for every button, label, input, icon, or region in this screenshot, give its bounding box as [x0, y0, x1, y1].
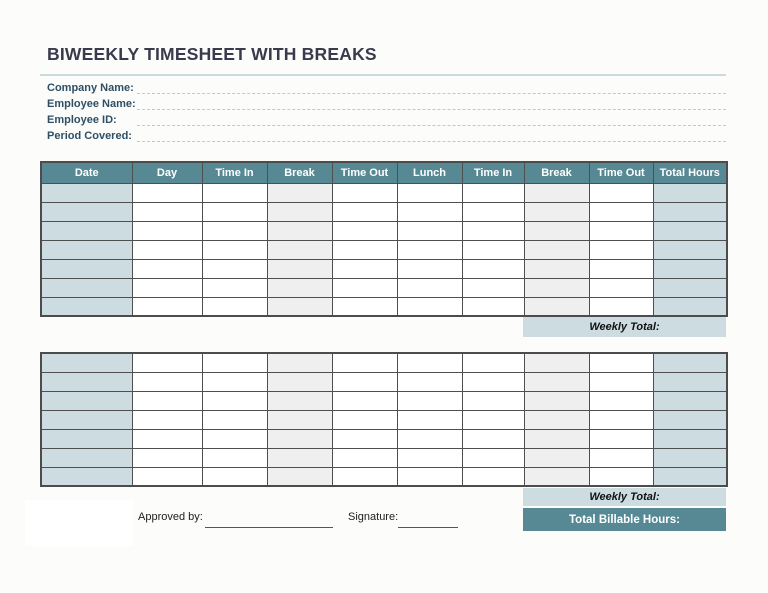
form-row-period [47, 130, 726, 144]
timesheet-cell[interactable] [132, 410, 202, 429]
timesheet-cell[interactable] [332, 221, 397, 240]
timesheet-cell[interactable] [41, 259, 132, 278]
timesheet-cell[interactable] [524, 467, 589, 486]
timesheet-cell[interactable] [267, 183, 332, 202]
timesheet-cell[interactable] [589, 467, 653, 486]
timesheet-cell[interactable] [267, 391, 332, 410]
timesheet-row [41, 297, 727, 316]
header-time-in-1: Time In [202, 162, 267, 183]
timesheet-cell[interactable] [653, 278, 727, 297]
header-date: Date [41, 162, 132, 183]
timesheet-cell[interactable] [267, 221, 332, 240]
timesheet-cell[interactable] [397, 240, 462, 259]
timesheet-cell[interactable] [397, 467, 462, 486]
timesheet-cell[interactable] [41, 467, 132, 486]
timesheet-cell[interactable] [132, 221, 202, 240]
timesheet-cell[interactable] [462, 259, 524, 278]
timesheet-cell[interactable] [332, 467, 397, 486]
timesheet-row [41, 221, 727, 240]
timesheet-cell[interactable] [132, 353, 202, 372]
timesheet-cell[interactable] [202, 183, 267, 202]
timesheet-cell[interactable] [41, 448, 132, 467]
timesheet-cell[interactable] [397, 297, 462, 316]
timesheet-cell[interactable] [397, 221, 462, 240]
timesheet-cell[interactable] [524, 391, 589, 410]
timesheet-cell[interactable] [524, 221, 589, 240]
timesheet-row [41, 372, 727, 391]
timesheet-cell[interactable] [524, 297, 589, 316]
timesheet-cell[interactable] [267, 297, 332, 316]
timesheet-cell[interactable] [132, 448, 202, 467]
weekly-total-week2 [523, 488, 726, 506]
timesheet-cell[interactable] [589, 221, 653, 240]
timesheet-cell[interactable] [462, 429, 524, 448]
timesheet-cell[interactable] [41, 391, 132, 410]
timesheet-cell[interactable] [202, 429, 267, 448]
employee-id-field[interactable] [137, 125, 726, 126]
timesheet-cell[interactable] [202, 391, 267, 410]
timesheet-row [41, 429, 727, 448]
timesheet-cell[interactable] [589, 410, 653, 429]
timesheet-cell[interactable] [653, 391, 727, 410]
timesheet-cell[interactable] [41, 372, 132, 391]
timesheet-cell[interactable] [653, 202, 727, 221]
timesheet-cell[interactable] [41, 278, 132, 297]
timesheet-cell[interactable] [132, 429, 202, 448]
timesheet-cell[interactable] [332, 410, 397, 429]
header-time-out-2: Time Out [589, 162, 653, 183]
timesheet-cell[interactable] [462, 221, 524, 240]
title-divider [40, 74, 726, 76]
timesheet-cell[interactable] [267, 448, 332, 467]
timesheet-cell[interactable] [462, 410, 524, 429]
form-row-employee [47, 98, 726, 112]
timesheet-cell[interactable] [202, 221, 267, 240]
timesheet-cell[interactable] [589, 297, 653, 316]
timesheet-cell[interactable] [332, 278, 397, 297]
timesheet-cell[interactable] [332, 183, 397, 202]
header-total-hours: Total Hours [653, 162, 727, 183]
timesheet-cell[interactable] [524, 259, 589, 278]
timesheet-cell[interactable] [589, 391, 653, 410]
timesheet-cell[interactable] [462, 297, 524, 316]
header-lunch: Lunch [397, 162, 462, 183]
timesheet-row [41, 259, 727, 278]
timesheet-cell[interactable] [202, 410, 267, 429]
timesheet-cell[interactable] [653, 372, 727, 391]
timesheet-cell[interactable] [332, 372, 397, 391]
timesheet-row [41, 202, 727, 221]
employee-name-field[interactable] [137, 109, 726, 110]
timesheet-cell[interactable] [589, 240, 653, 259]
timesheet-cell[interactable] [132, 183, 202, 202]
timesheet-cell[interactable] [132, 278, 202, 297]
header-time-in-2: Time In [462, 162, 524, 183]
timesheet-cell[interactable] [397, 391, 462, 410]
period-covered-field[interactable] [137, 141, 726, 142]
timesheet-cell[interactable] [589, 353, 653, 372]
page-title: BIWEEKLY TIMESHEET WITH BREAKS [47, 44, 377, 64]
timesheet-cell[interactable] [524, 353, 589, 372]
timesheet-row [41, 183, 727, 202]
timesheet-cell[interactable] [332, 448, 397, 467]
timesheet-cell[interactable] [202, 297, 267, 316]
total-billable-hours-band [523, 508, 726, 531]
timesheet-cell[interactable] [653, 448, 727, 467]
timesheet-cell[interactable] [267, 202, 332, 221]
timesheet-cell[interactable] [202, 372, 267, 391]
header-break-1: Break [267, 162, 332, 183]
timesheet-cell[interactable] [524, 429, 589, 448]
timesheet-cell[interactable] [589, 259, 653, 278]
timesheet-cell[interactable] [132, 297, 202, 316]
weekly-total-week2-label: Weekly Total: [589, 491, 660, 503]
timesheet-cell[interactable] [41, 221, 132, 240]
approved-by-label: Approved by: [138, 511, 203, 523]
timesheet-cell[interactable] [653, 410, 727, 429]
signature-field[interactable] [398, 527, 458, 528]
timesheet-cell[interactable] [267, 278, 332, 297]
timesheet-cell[interactable] [41, 183, 132, 202]
timesheet-cell[interactable] [589, 202, 653, 221]
timesheet-cell[interactable] [41, 429, 132, 448]
timesheet-cell[interactable] [332, 202, 397, 221]
weekly-total-week1 [523, 317, 726, 337]
timesheet-cell[interactable] [397, 429, 462, 448]
signature-label: Signature: [348, 511, 399, 523]
timesheet-cell[interactable] [589, 278, 653, 297]
timesheet-cell[interactable] [397, 353, 462, 372]
timesheet-cell[interactable] [462, 240, 524, 259]
timesheet-row [41, 448, 727, 467]
timesheet-row [41, 353, 727, 372]
timesheet-cell[interactable] [524, 372, 589, 391]
timesheet-cell[interactable] [397, 448, 462, 467]
timesheet-cell[interactable] [132, 259, 202, 278]
employee-name-label: Employee Name: [47, 98, 136, 110]
timesheet-cell[interactable] [653, 183, 727, 202]
timesheet-cell[interactable] [589, 372, 653, 391]
timesheet-cell[interactable] [267, 429, 332, 448]
period-covered-label: Period Covered: [47, 130, 132, 142]
employee-id-label: Employee ID: [47, 114, 117, 126]
timesheet-cell[interactable] [202, 353, 267, 372]
timesheet-cell[interactable] [524, 183, 589, 202]
timesheet-cell[interactable] [653, 221, 727, 240]
timesheet-cell[interactable] [132, 372, 202, 391]
timesheet-cell[interactable] [524, 278, 589, 297]
timesheet-row [41, 410, 727, 429]
timesheet-cell[interactable] [653, 259, 727, 278]
timesheet-cell[interactable] [462, 353, 524, 372]
timesheet-cell[interactable] [589, 183, 653, 202]
timesheet-cell[interactable] [267, 240, 332, 259]
timesheet-cell[interactable] [589, 448, 653, 467]
timesheet-cell[interactable] [202, 278, 267, 297]
timesheet-cell[interactable] [41, 202, 132, 221]
timesheet-cell[interactable] [397, 183, 462, 202]
timesheet-row [41, 467, 727, 486]
timesheet-table-week1 [40, 161, 728, 317]
timesheet-cell[interactable] [653, 467, 727, 486]
timesheet-cell[interactable] [462, 183, 524, 202]
timesheet-cell[interactable] [202, 259, 267, 278]
timesheet-cell[interactable] [462, 467, 524, 486]
timesheet-cell[interactable] [397, 372, 462, 391]
approved-by-field[interactable] [205, 527, 333, 528]
timesheet-cell[interactable] [653, 353, 727, 372]
timesheet-cell[interactable] [462, 278, 524, 297]
timesheet-cell[interactable] [524, 448, 589, 467]
timesheet-cell[interactable] [653, 297, 727, 316]
header-day: Day [132, 162, 202, 183]
timesheet-cell[interactable] [332, 353, 397, 372]
form-row-employee-id [47, 114, 726, 128]
timesheet-cell[interactable] [332, 259, 397, 278]
timesheet-cell[interactable] [132, 391, 202, 410]
form-row-company [47, 82, 726, 96]
timesheet-cell[interactable] [41, 410, 132, 429]
timesheet-cell[interactable] [397, 259, 462, 278]
timesheet-cell[interactable] [524, 410, 589, 429]
timesheet-row [41, 278, 727, 297]
timesheet-cell[interactable] [132, 467, 202, 486]
timesheet-cell[interactable] [653, 429, 727, 448]
timesheet-cell[interactable] [132, 202, 202, 221]
timesheet-cell[interactable] [397, 410, 462, 429]
timesheet-cell[interactable] [41, 353, 132, 372]
company-name-field[interactable] [137, 93, 726, 94]
company-name-label: Company Name: [47, 82, 134, 94]
timesheet-cell[interactable] [397, 278, 462, 297]
timesheet-cell[interactable] [332, 391, 397, 410]
timesheet-cell[interactable] [462, 391, 524, 410]
timesheet-cell[interactable] [332, 240, 397, 259]
timesheet-cell[interactable] [462, 202, 524, 221]
timesheet-cell[interactable] [202, 240, 267, 259]
timesheet-cell[interactable] [267, 467, 332, 486]
total-billable-hours-label: Total Billable Hours: [569, 513, 680, 526]
timesheet-cell[interactable] [267, 372, 332, 391]
timesheet-cell[interactable] [653, 240, 727, 259]
timesheet-cell[interactable] [202, 448, 267, 467]
timesheet-row [41, 391, 727, 410]
blank-area [25, 500, 134, 546]
timesheet-cell[interactable] [524, 240, 589, 259]
timesheet-cell[interactable] [397, 202, 462, 221]
timesheet-cell[interactable] [267, 353, 332, 372]
table-header-row [41, 162, 727, 183]
header-break-2: Break [524, 162, 589, 183]
timesheet-cell[interactable] [332, 297, 397, 316]
timesheet-cell[interactable] [202, 467, 267, 486]
timesheet-cell[interactable] [462, 448, 524, 467]
timesheet-cell[interactable] [589, 429, 653, 448]
timesheet-cell[interactable] [41, 240, 132, 259]
timesheet-row [41, 240, 727, 259]
timesheet-cell[interactable] [267, 259, 332, 278]
timesheet-cell[interactable] [462, 372, 524, 391]
timesheet-cell[interactable] [332, 429, 397, 448]
timesheet-cell[interactable] [524, 202, 589, 221]
timesheet-cell[interactable] [267, 410, 332, 429]
timesheet-cell[interactable] [202, 202, 267, 221]
timesheet-cell[interactable] [132, 240, 202, 259]
timesheet-table-week2 [40, 352, 728, 487]
weekly-total-week1-label: Weekly Total: [589, 321, 660, 333]
timesheet-cell[interactable] [41, 297, 132, 316]
header-time-out-1: Time Out [332, 162, 397, 183]
